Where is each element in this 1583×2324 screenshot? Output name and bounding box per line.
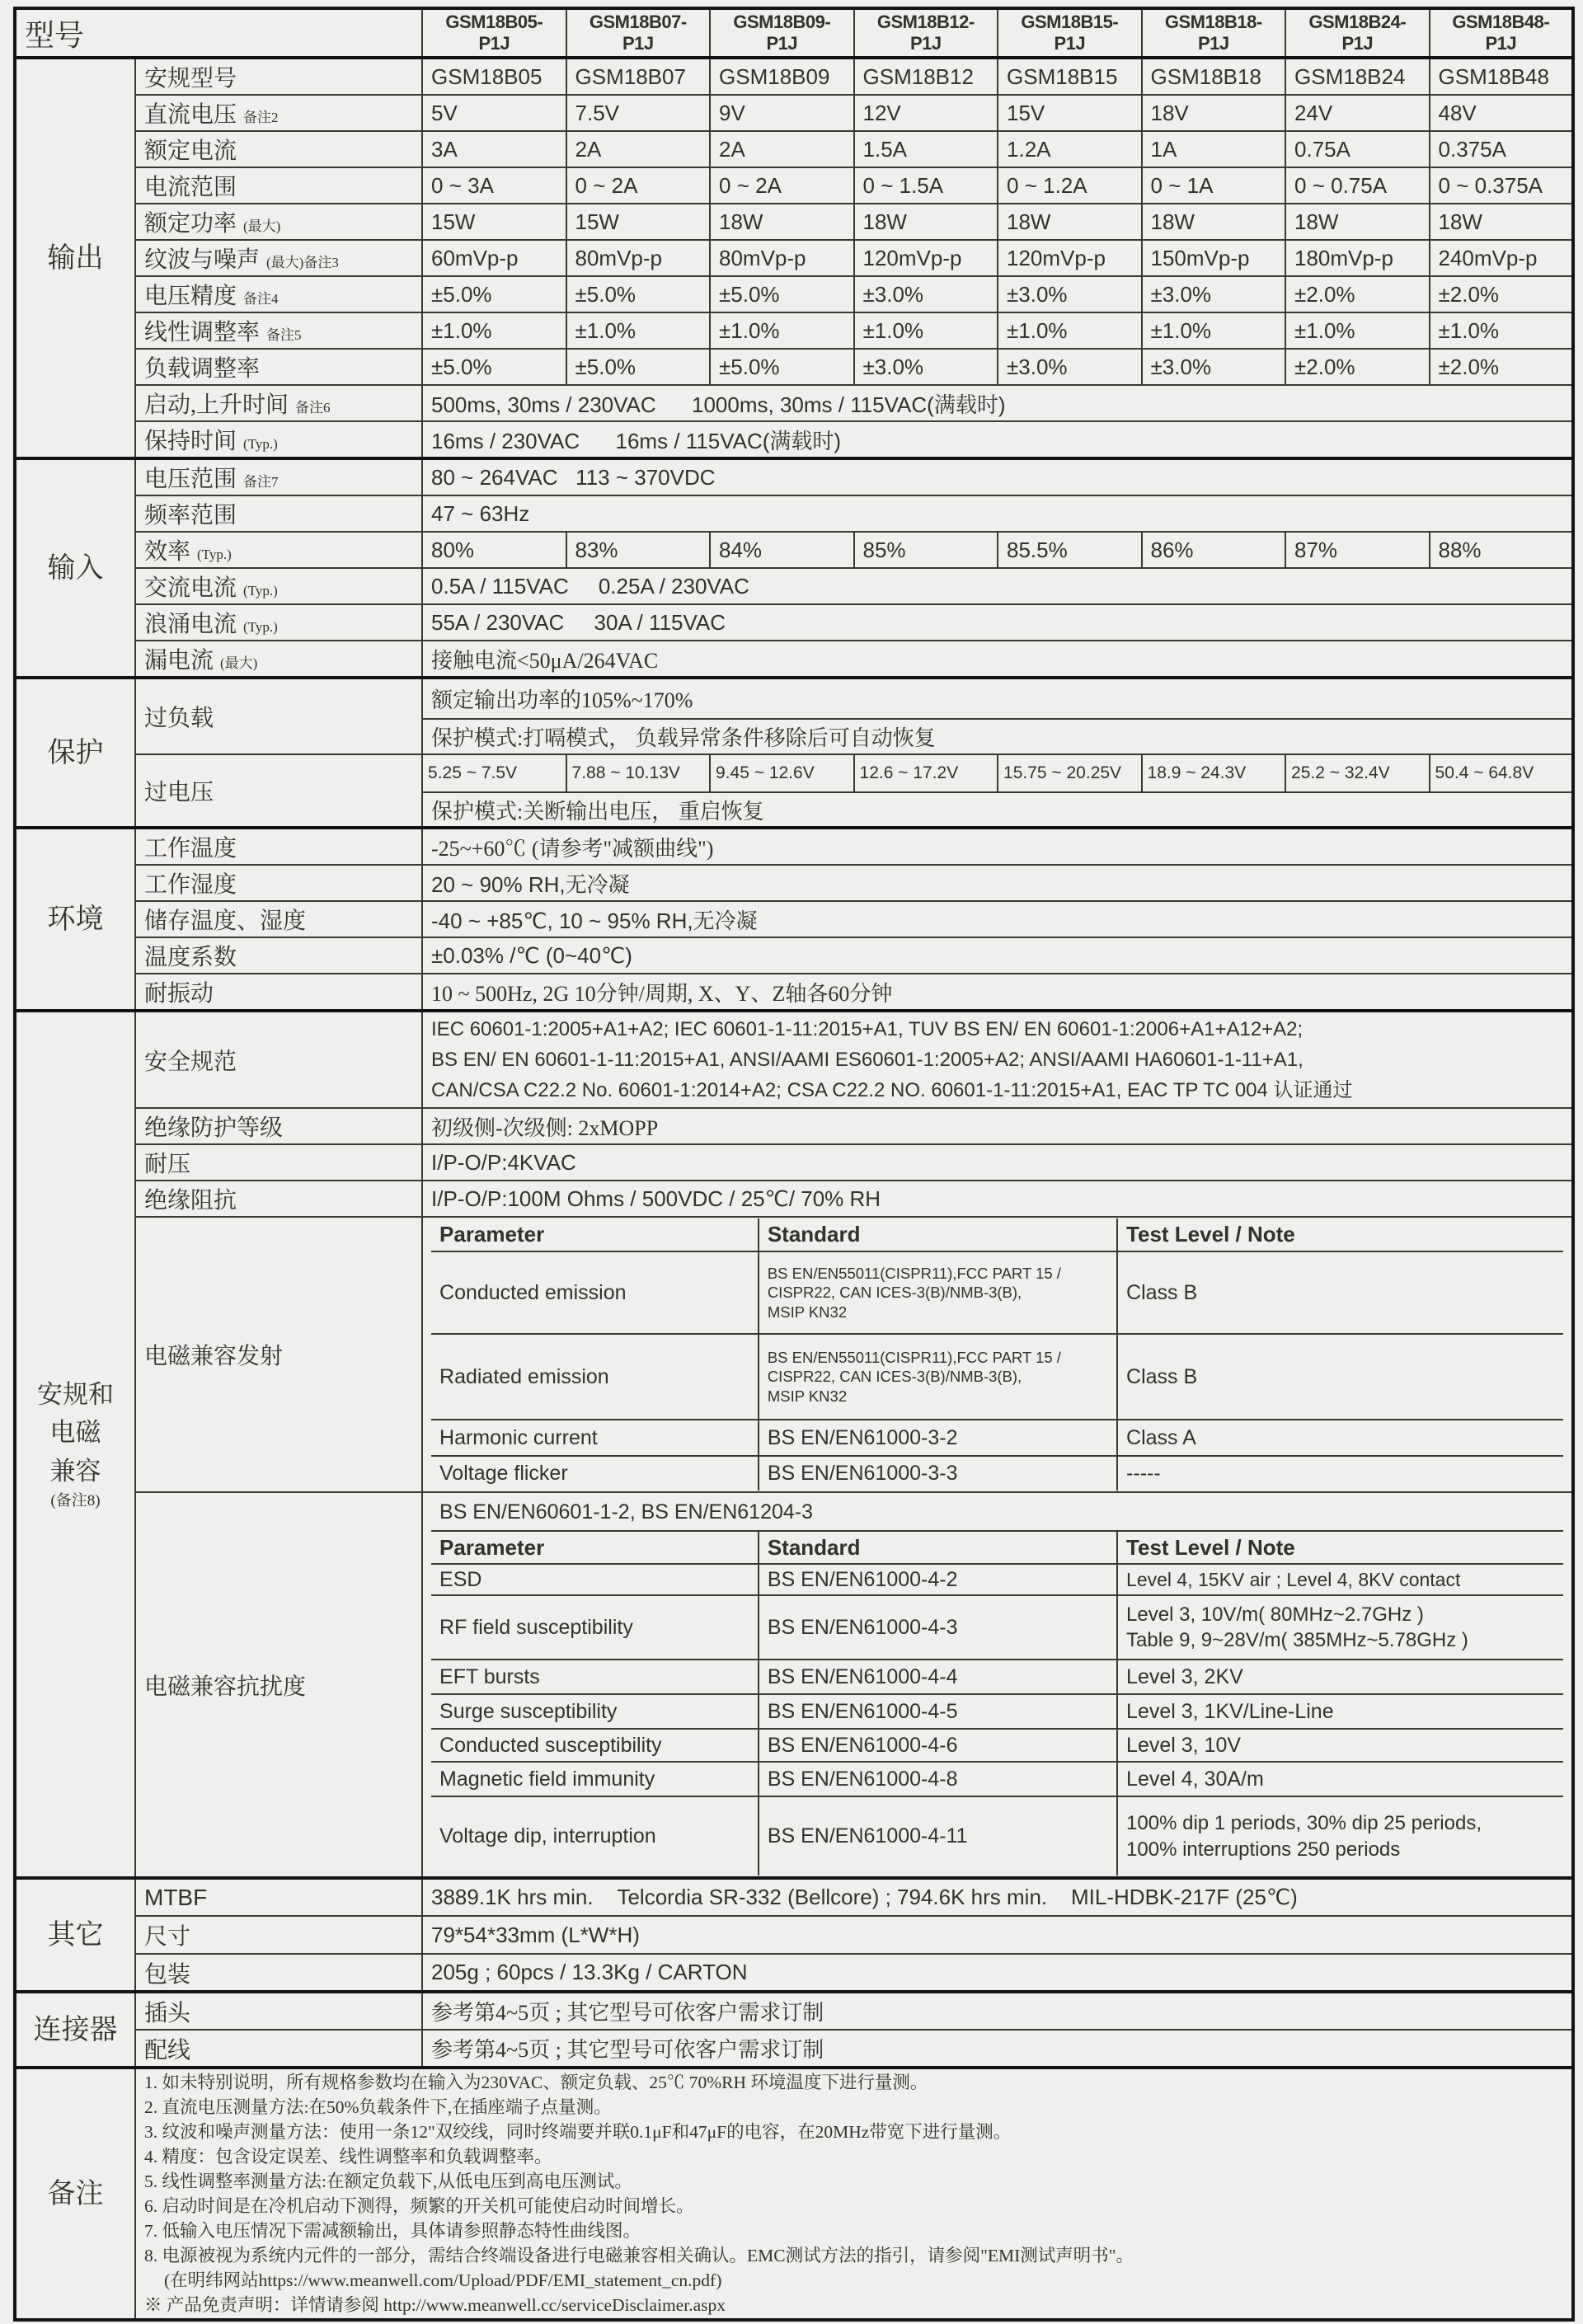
cell: 5.25 ~ 7.5V	[422, 754, 566, 792]
cell: 47 ~ 63Hz	[422, 495, 1573, 532]
cell: 60mVp-p	[422, 240, 566, 276]
sub-header-row: Parameter Standard Test Level / Note	[431, 1531, 1563, 1564]
cell: ±3.0%	[998, 276, 1142, 312]
cell: ±1.0%	[566, 312, 711, 349]
cell: ±2.0%	[1285, 349, 1430, 385]
model-name: GSM18B18-P1J	[1142, 8, 1286, 58]
notes-cell	[135, 2068, 1573, 2320]
cell: 55A / 230VAC 30A / 115VAC	[422, 604, 1573, 641]
row-label: 浪涌电流 (Typ.)	[135, 604, 422, 641]
sub-row-conducted-susceptibility: Conducted susceptibility BS EN/EN61000-4-6 Level 3, 10V	[431, 1729, 1563, 1762]
cell: 80mVp-p	[710, 240, 854, 276]
cell: 15.75 ~ 20.25V	[998, 754, 1142, 792]
sub-row-voltage-dip: Voltage dip, interruption BS EN/EN61000-4-11 100% dip 1 periods, 30% dip 25 periods, 100% interruptions 250 periods	[431, 1796, 1563, 1876]
group-label-safety-emc: 安规和 电磁 兼容 (备注8)	[15, 1011, 135, 1878]
cell: 48V	[1430, 95, 1574, 131]
group-label-protection: 保护	[15, 678, 135, 828]
cell: 10 ~ 500Hz, 2G 10分钟/周期, X、Y、Z轴各60分钟	[422, 974, 1573, 1011]
cell: 2A	[710, 131, 854, 167]
cell: 85%	[854, 532, 998, 568]
row-label: 额定功率 (最大)	[135, 204, 422, 240]
cell: 18.9 ~ 24.3V	[1142, 754, 1286, 792]
cell: 24V	[1285, 95, 1430, 131]
cell: -40 ~ +85℃, 10 ~ 95% RH,无冷凝	[422, 901, 1573, 937]
row-load-regulation	[15, 349, 1573, 385]
cell: 0 ~ 1.5A	[854, 167, 998, 204]
cell: 保护模式:关断输出电压， 重启恢复	[422, 792, 1573, 828]
cell: ±1.0%	[1430, 312, 1574, 349]
cell: 84%	[710, 532, 854, 568]
note-line: 4. 精度：包含设定误差、线性调整率和负载调整率。	[144, 2147, 552, 2167]
cell: 接触电流<50μA/264VAC	[422, 641, 1573, 678]
cell: 150mVp-p	[1142, 240, 1286, 276]
row-label: 绝缘防护等级	[135, 1108, 422, 1144]
cell: ±1.0%	[998, 312, 1142, 349]
note-line-disclaimer: ※ 产品免责声明：详情请参阅 http://www.meanwell.cc/serviceDisclaimer.aspx	[144, 2295, 726, 2315]
row-working-humidity	[15, 865, 1573, 901]
model-row-label: 型号	[15, 8, 422, 58]
cell: 180mVp-p	[1285, 240, 1430, 276]
row-dimension	[15, 1916, 1573, 1954]
cell: 18V	[1142, 95, 1286, 131]
group-label-notes: 备注	[15, 2068, 135, 2320]
cell: 15V	[998, 95, 1142, 131]
cell: 9.45 ~ 12.6V	[710, 754, 854, 792]
cell: 参考第4~5页 ; 其它型号可依客户需求订制	[422, 1992, 1573, 2030]
row-label: 安规型号	[135, 58, 422, 95]
cell: 20 ~ 90% RH,无冷凝	[422, 865, 1573, 901]
row-frequency-range	[15, 495, 1573, 532]
cell: 0 ~ 0.375A	[1430, 167, 1574, 204]
emc-emission-table	[431, 1218, 1563, 1491]
note-line: 5. 线性调整率测量方法:在额定负载下,从低电压到高电压测试。	[144, 2171, 632, 2191]
row-label: 漏电流 (最大)	[135, 641, 422, 678]
row-notes	[15, 2068, 1573, 2320]
row-label: 电压范围 备注7	[135, 458, 422, 495]
row-label: 线性调整率 备注5	[135, 312, 422, 349]
cell: 83%	[566, 532, 711, 568]
cell: 3A	[422, 131, 566, 167]
emc-immunity-table	[431, 1494, 1563, 1876]
cell: 15W	[422, 204, 566, 240]
cell: 50.4 ~ 64.8V	[1430, 754, 1574, 792]
sub-header-row: Parameter Standard Test Level / Note	[431, 1218, 1563, 1251]
row-label: 耐振动	[135, 974, 422, 1011]
note-line: 8. 电源被视为系统内元件的一部分，需结合终端设备进行电磁兼容相关确认。EMC测试方法的指引，请参阅"EMI测试声明书"。	[144, 2246, 1134, 2265]
cell: 15W	[566, 204, 711, 240]
cell: ±1.0%	[854, 312, 998, 349]
cell: I/P-O/P:4KVAC	[422, 1144, 1573, 1181]
cell: 18W	[1285, 204, 1430, 240]
row-safety-model	[15, 58, 1573, 95]
cell: ±2.0%	[1285, 276, 1430, 312]
cell: 7.88 ~ 10.13V	[566, 754, 711, 792]
cell: 12.6 ~ 17.2V	[854, 754, 998, 792]
row-label: 频率范围	[135, 495, 422, 532]
model-name: GSM18B12-P1J	[854, 8, 998, 58]
emc-emission-cell	[422, 1217, 1573, 1492]
cell: 80 ~ 264VAC 113 ~ 370VDC	[422, 458, 1573, 495]
row-efficiency	[15, 532, 1573, 568]
cell: 205g ; 60pcs / 13.3Kg / CARTON	[422, 1954, 1573, 1992]
cell: GSM18B07	[566, 58, 711, 95]
cell: 12V	[854, 95, 998, 131]
cell: 80%	[422, 532, 566, 568]
row-label: 电磁兼容发射	[135, 1217, 422, 1492]
sub-row-surge: Surge susceptibility BS EN/EN61000-4-5 Level 3, 1KV/Line-Line	[431, 1694, 1563, 1729]
group-label-output: 输出	[15, 58, 135, 458]
row-line-regulation	[15, 312, 1573, 349]
row-label: 电压精度 备注4	[135, 276, 422, 312]
group-label-input: 输入	[15, 458, 135, 678]
row-label: 保持时间 (Typ.)	[135, 421, 422, 458]
cell: 16ms / 230VAC 16ms / 115VAC(满载时)	[422, 421, 1573, 458]
row-dc-voltage	[15, 95, 1573, 131]
cell: 保护模式:打嗝模式， 负载异常条件移除后可自动恢复	[422, 719, 1573, 754]
row-cable	[15, 2030, 1573, 2068]
cell: 86%	[1142, 532, 1286, 568]
cell: 120mVp-p	[854, 240, 998, 276]
note-line: 3. 纹波和噪声测量方法：使用一条12"双绞线，同时终端要并联0.1μF和47μF的电容，在20MHz带宽下进行量测。	[144, 2122, 1012, 2142]
row-label: 尺寸	[135, 1916, 422, 1954]
cell: GSM18B18	[1142, 58, 1286, 95]
cell: 80mVp-p	[566, 240, 711, 276]
cell: 初级侧-次级侧: 2xMOPP	[422, 1108, 1573, 1144]
row-setup-rise-time	[15, 385, 1573, 421]
model-name: GSM18B07-P1J	[566, 8, 711, 58]
cell: ±3.0%	[1142, 276, 1286, 312]
row-ac-current	[15, 568, 1573, 604]
row-withstand-voltage	[15, 1144, 1573, 1181]
row-label: 效率 (Typ.)	[135, 532, 422, 568]
row-voltage-accuracy	[15, 276, 1573, 312]
row-label: 过负载	[135, 678, 422, 754]
row-label: 工作湿度	[135, 865, 422, 901]
row-vibration	[15, 974, 1573, 1011]
cell: 500ms, 30ms / 230VAC 1000ms, 30ms / 115VAC(满载时)	[422, 385, 1573, 421]
cell: 0 ~ 2A	[710, 167, 854, 204]
cell: 18W	[710, 204, 854, 240]
cell: 0.75A	[1285, 131, 1430, 167]
cell: 7.5V	[566, 95, 711, 131]
cell: GSM18B12	[854, 58, 998, 95]
emc-immunity-cell	[422, 1492, 1573, 1878]
row-label: 直流电压 备注2	[135, 95, 422, 131]
row-label: 启动,上升时间 备注6	[135, 385, 422, 421]
row-label: 工作温度	[135, 828, 422, 865]
cell: 0 ~ 3A	[422, 167, 566, 204]
row-overvoltage-1	[15, 754, 1573, 792]
cell: I/P-O/P:100M Ohms / 500VDC / 25℃/ 70% RH	[422, 1181, 1573, 1217]
cell: GSM18B05	[422, 58, 566, 95]
row-emc-emission	[15, 1217, 1573, 1492]
sub-row-standards: BS EN/EN60601-1-2, BS EN/EN61204-3	[431, 1494, 1563, 1531]
sub-row-harmonic-current: Harmonic current BS EN/EN61000-3-2 Class A	[431, 1420, 1563, 1456]
note-line: 2. 直流电压测量方法:在50%负载条件下,在插座端子点量测。	[144, 2097, 612, 2117]
row-label: 储存温度、湿度	[135, 901, 422, 937]
row-emc-immunity	[15, 1492, 1573, 1878]
cell: IEC 60601-1:2005+A1+A2; IEC 60601-1-11:2015+A1, TUV BS EN/ EN 60601-1:2006+A1+A12+A2; BS EN/ EN 60601-1-11:2015+A1, ANSI/AAMI ES60601-1:2005+A2; ANSI/AAMI HA60601-1-11+A1, CAN/CSA C22.2 No. 60601-1:2014+A2; CSA C22.2 NO. 60601-1-11:2015+A1, EAC TP TC 004 认证通过	[422, 1011, 1573, 1108]
row-label: 电流范围	[135, 167, 422, 204]
cell: 120mVp-p	[998, 240, 1142, 276]
row-insulation-class	[15, 1108, 1573, 1144]
group-label-environment: 环境	[15, 828, 135, 1011]
row-label: 耐压	[135, 1144, 422, 1181]
cell: 25.2 ~ 32.4V	[1285, 754, 1430, 792]
cell: 参考第4~5页 ; 其它型号可依客户需求订制	[422, 2030, 1573, 2068]
cell: 240mVp-p	[1430, 240, 1574, 276]
row-label: 电磁兼容抗扰度	[135, 1492, 422, 1878]
row-label: 包装	[135, 1954, 422, 1992]
cell: ±3.0%	[998, 349, 1142, 385]
cell: 1.2A	[998, 131, 1142, 167]
row-label: MTBF	[135, 1878, 422, 1916]
cell: 79*54*33mm (L*W*H)	[422, 1916, 1573, 1954]
cell: ±1.0%	[1142, 312, 1286, 349]
cell: ±3.0%	[1142, 349, 1286, 385]
row-plug	[15, 1992, 1573, 2030]
row-label: 配线	[135, 2030, 422, 2068]
note-line: 7. 低输入电压情况下需减额输出，具体请参照静态特性曲线图。	[144, 2221, 641, 2241]
model-name: GSM18B15-P1J	[998, 8, 1142, 58]
model-header-row	[15, 8, 1573, 58]
sub-row-magnetic-field: Magnetic field immunity BS EN/EN61000-4-8 Level 4, 30A/m	[431, 1762, 1563, 1796]
row-label: 额定电流	[135, 131, 422, 167]
cell: 18W	[1430, 204, 1574, 240]
note-line: 6. 启动时间是在冷机启动下测得，频繁的开关机可能使启动时间增长。	[144, 2196, 694, 2216]
row-leakage-current	[15, 641, 1573, 678]
cell: ±1.0%	[1285, 312, 1430, 349]
cell: 0 ~ 1A	[1142, 167, 1286, 204]
cell: 0 ~ 2A	[566, 167, 711, 204]
cell: 88%	[1430, 532, 1574, 568]
row-inrush-current	[15, 604, 1573, 641]
cell: 5V	[422, 95, 566, 131]
model-name: GSM18B48-P1J	[1430, 8, 1574, 58]
group-label-connector: 连接器	[15, 1992, 135, 2068]
note-line: 1. 如未特别说明，所有规格参数均在输入为230VAC、额定负载、25℃ 70%RH 环境温度下进行量测。	[144, 2073, 928, 2092]
cell: GSM18B48	[1430, 58, 1574, 95]
sub-row-radiated-emission: Radiated emission BS EN/EN55011(CISPR11),FCC PART 15 / CISPR22, CAN ICES-3(B)/NMB-3(B), MSIP KN32 Class B	[431, 1334, 1563, 1420]
group-label-others: 其它	[15, 1878, 135, 1992]
row-label: 纹波与噪声 (最大)备注3	[135, 240, 422, 276]
row-label: 过电压	[135, 754, 422, 828]
row-overload-1	[15, 678, 1573, 719]
cell: ±2.0%	[1430, 276, 1574, 312]
row-label: 负载调整率	[135, 349, 422, 385]
cell: 0.375A	[1430, 131, 1574, 167]
cell: ±2.0%	[1430, 349, 1574, 385]
cell: 85.5%	[998, 532, 1142, 568]
cell: ±1.0%	[422, 312, 566, 349]
row-rated-current	[15, 131, 1573, 167]
cell: ±1.0%	[710, 312, 854, 349]
cell: 87%	[1285, 532, 1430, 568]
row-storage	[15, 901, 1573, 937]
row-temp-coefficient	[15, 937, 1573, 974]
cell: ±3.0%	[854, 276, 998, 312]
cell: 额定输出功率的105%~170%	[422, 678, 1573, 719]
cell: 1.5A	[854, 131, 998, 167]
row-label: 插头	[135, 1992, 422, 2030]
row-mtbf	[15, 1878, 1573, 1916]
row-label: 安全规范	[135, 1011, 422, 1108]
cell: 0 ~ 1.2A	[998, 167, 1142, 204]
cell: 2A	[566, 131, 711, 167]
row-safety-standards	[15, 1011, 1573, 1108]
cell: 3889.1K hrs min. Telcordia SR-332 (Bellcore) ; 794.6K hrs min. MIL-HDBK-217F (25℃)	[422, 1878, 1573, 1916]
cell: 18W	[1142, 204, 1286, 240]
cell: 9V	[710, 95, 854, 131]
row-hold-up-time	[15, 421, 1573, 458]
note-line-url: (在明纬网站https://www.meanwell.com/Upload/PDF/EMI_statement_cn.pdf)	[164, 2270, 722, 2290]
cell: GSM18B09	[710, 58, 854, 95]
sub-row-conducted-emission: Conducted emission BS EN/EN55011(CISPR11),FCC PART 15 / CISPR22, CAN ICES-3(B)/NMB-3(B), MSIP KN32 Class B	[431, 1251, 1563, 1334]
cell: 1A	[1142, 131, 1286, 167]
cell: ±5.0%	[710, 276, 854, 312]
sub-row-esd: ESD BS EN/EN61000-4-2 Level 4, 15KV air ; Level 4, 8KV contact	[431, 1564, 1563, 1595]
cell: -25~+60℃ (请参考"减额曲线")	[422, 828, 1573, 865]
spec-table	[13, 7, 1575, 2322]
model-name: GSM18B05-P1J	[422, 8, 566, 58]
row-label: 温度系数	[135, 937, 422, 974]
row-current-range	[15, 167, 1573, 204]
cell: ±5.0%	[566, 349, 711, 385]
cell: ±5.0%	[566, 276, 711, 312]
cell: GSM18B24	[1285, 58, 1430, 95]
row-voltage-range	[15, 458, 1573, 495]
row-label: 绝缘阻抗	[135, 1181, 422, 1217]
cell: ±5.0%	[710, 349, 854, 385]
cell: 18W	[854, 204, 998, 240]
row-label: 交流电流 (Typ.)	[135, 568, 422, 604]
row-isolation-resistance	[15, 1181, 1573, 1217]
row-rated-power	[15, 204, 1573, 240]
cell: 0.5A / 115VAC 0.25A / 230VAC	[422, 568, 1573, 604]
cell: 18W	[998, 204, 1142, 240]
model-name: GSM18B09-P1J	[710, 8, 854, 58]
sub-row-rf-field: RF field susceptibility BS EN/EN61000-4-3 Level 3, 10V/m( 80MHz~2.7GHz ) Table 9, 9~28V/m( 385MHz~5.78GHz )	[431, 1595, 1563, 1660]
sub-row-eft: EFT bursts BS EN/EN61000-4-4 Level 3, 2KV	[431, 1660, 1563, 1694]
row-packing	[15, 1954, 1573, 1992]
cell: GSM18B15	[998, 58, 1142, 95]
row-ripple-noise	[15, 240, 1573, 276]
sub-row-voltage-flicker: Voltage flicker BS EN/EN61000-3-3 -----	[431, 1456, 1563, 1491]
cell: ±0.03% /℃ (0~40℃)	[422, 937, 1573, 974]
row-working-temp	[15, 828, 1573, 865]
cell: ±3.0%	[854, 349, 998, 385]
cell: 0 ~ 0.75A	[1285, 167, 1430, 204]
cell: ±5.0%	[422, 276, 566, 312]
cell: ±5.0%	[422, 349, 566, 385]
model-name: GSM18B24-P1J	[1285, 8, 1430, 58]
